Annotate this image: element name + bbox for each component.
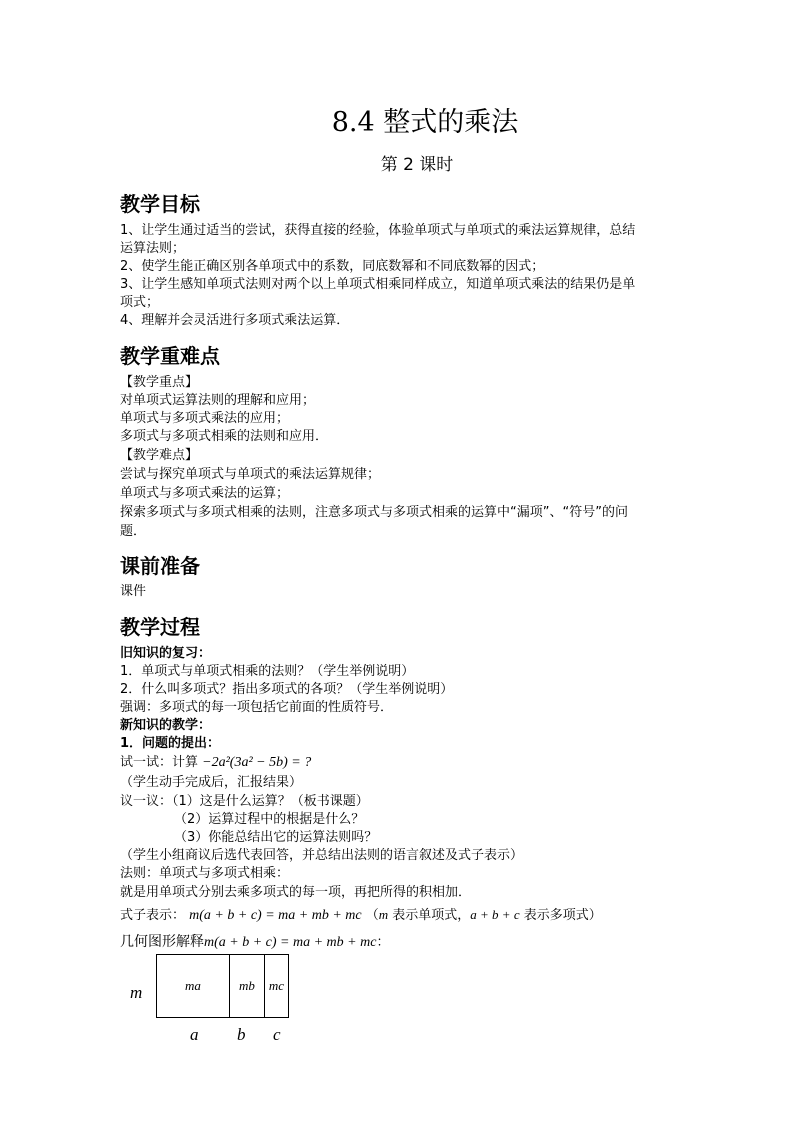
section-heading-objectives: 教学目标 <box>120 192 200 216</box>
objective-line: 4、理解并会灵活进行多项式乘法运算． <box>120 313 350 328</box>
diagram-bottom-label-a: a <box>190 1025 199 1044</box>
geometry-expression: m(a + b + c) = ma + mb + mc <box>204 935 377 950</box>
key-point-line: 多项式与多项式相乘的法则和应用． <box>120 429 329 444</box>
diagram-cell-mc: mc <box>268 978 285 993</box>
new-knowledge-heading: 新知识的教学： <box>120 718 212 733</box>
key-point-line: 单项式与多项式乘法的应用； <box>120 411 290 426</box>
key-point-line: 题． <box>120 524 147 539</box>
formula-label: 式子表示： <box>120 908 186 923</box>
discuss-item: （3）你能总结出它的运算法则吗？ <box>174 830 378 845</box>
key-point-line: 尝试与探究单项式与单项式的乘法运算规律； <box>120 467 381 482</box>
objective-line: 项式； <box>120 295 160 310</box>
page-title: 8.4 整式的乘法 <box>331 107 519 138</box>
discuss-item: （2）运算过程中的根据是什么？ <box>174 812 365 827</box>
formula-expression: m(a + b + c) = ma + mb + mc <box>189 908 362 923</box>
diagram-cell-mb: mb <box>230 955 265 1017</box>
formula-note-mid: 表示单项式， <box>388 908 471 923</box>
discuss-item: 议一议：（1）这是什么运算？（板书课题） <box>120 794 369 809</box>
try-label: 试一试：计算 <box>120 755 199 770</box>
objective-line: 2、使学生能正确区别各单项式中的系数，同底数幂和不同底数幂的因式； <box>120 259 545 274</box>
problem-heading: 1．问题的提出： <box>120 736 221 751</box>
review-item: 2．什么叫多项式？指出多项式的各项？（学生举例说明） <box>120 682 454 697</box>
key-point-line: 【教学重点】 <box>120 375 199 390</box>
preparation-text: 课件 <box>120 584 147 599</box>
review-item: 1．单项式与单项式相乘的法则？（学生举例说明） <box>120 664 415 679</box>
diagram-bottom-label-b: b <box>237 1025 246 1044</box>
section-heading-process: 教学过程 <box>120 615 200 639</box>
student-note: （学生动手完成后，汇报结果） <box>120 775 303 790</box>
group-note: （学生小组商议后选代表回答，并总结出法则的语言叙述及式子表示） <box>120 848 524 863</box>
key-point-line: 【教学难点】 <box>120 448 199 463</box>
try-expression: −2a²(3a² − 5b) = ? <box>202 755 312 770</box>
formula-note-abc: a + b + c <box>470 907 520 922</box>
objective-line: 运算法则； <box>120 241 186 256</box>
page-subtitle: 第 2 课时 <box>380 155 454 175</box>
geometry-line <box>120 933 389 952</box>
diagram-bottom-label-c: c <box>273 1025 281 1044</box>
objective-line: 1、让学生通过适当的尝试，获得直接的经验，体验单项式与单项式的乘法运算规律，总结 <box>120 223 636 238</box>
formula-note-m: m <box>378 907 389 922</box>
formula-line <box>120 906 602 925</box>
key-point-line: 单项式与多项式乘法的运算； <box>120 486 290 501</box>
geometry-label: 几何图形解释 <box>120 934 204 950</box>
objective-line: 3、让学生感知单项式法则对两个以上单项式相乘同样成立，知道单项式乘法的结果仍是单 <box>120 277 636 292</box>
review-heading: 旧知识的复习： <box>120 646 212 661</box>
area-diagram <box>156 954 289 1018</box>
formula-note-open: （ <box>365 908 379 923</box>
try-line <box>120 754 311 772</box>
key-point-line: 探索多项式与多项式相乘的法则，注意多项式与多项式相乘的运算中“漏项”、“符号”的问 <box>120 505 628 520</box>
diagram-cell-ma: ma <box>157 955 230 1017</box>
rule-label: 法则：单项式与多项式相乘： <box>120 866 290 881</box>
geometry-colon: ： <box>376 935 390 950</box>
emphasis-text: 强调：多项式的每一项包括它前面的性质符号． <box>120 700 394 715</box>
formula-note-end: 表示多项式） <box>519 908 602 923</box>
section-heading-key-points: 教学重难点 <box>120 344 220 368</box>
rule-text: 就是用单项式分别去乘多项式的每一项，再把所得的积相加． <box>120 885 472 900</box>
section-heading-preparation: 课前准备 <box>120 554 200 578</box>
key-point-line: 对单项式运算法则的理解和应用； <box>120 393 316 408</box>
diagram-side-label: m <box>130 983 143 1002</box>
